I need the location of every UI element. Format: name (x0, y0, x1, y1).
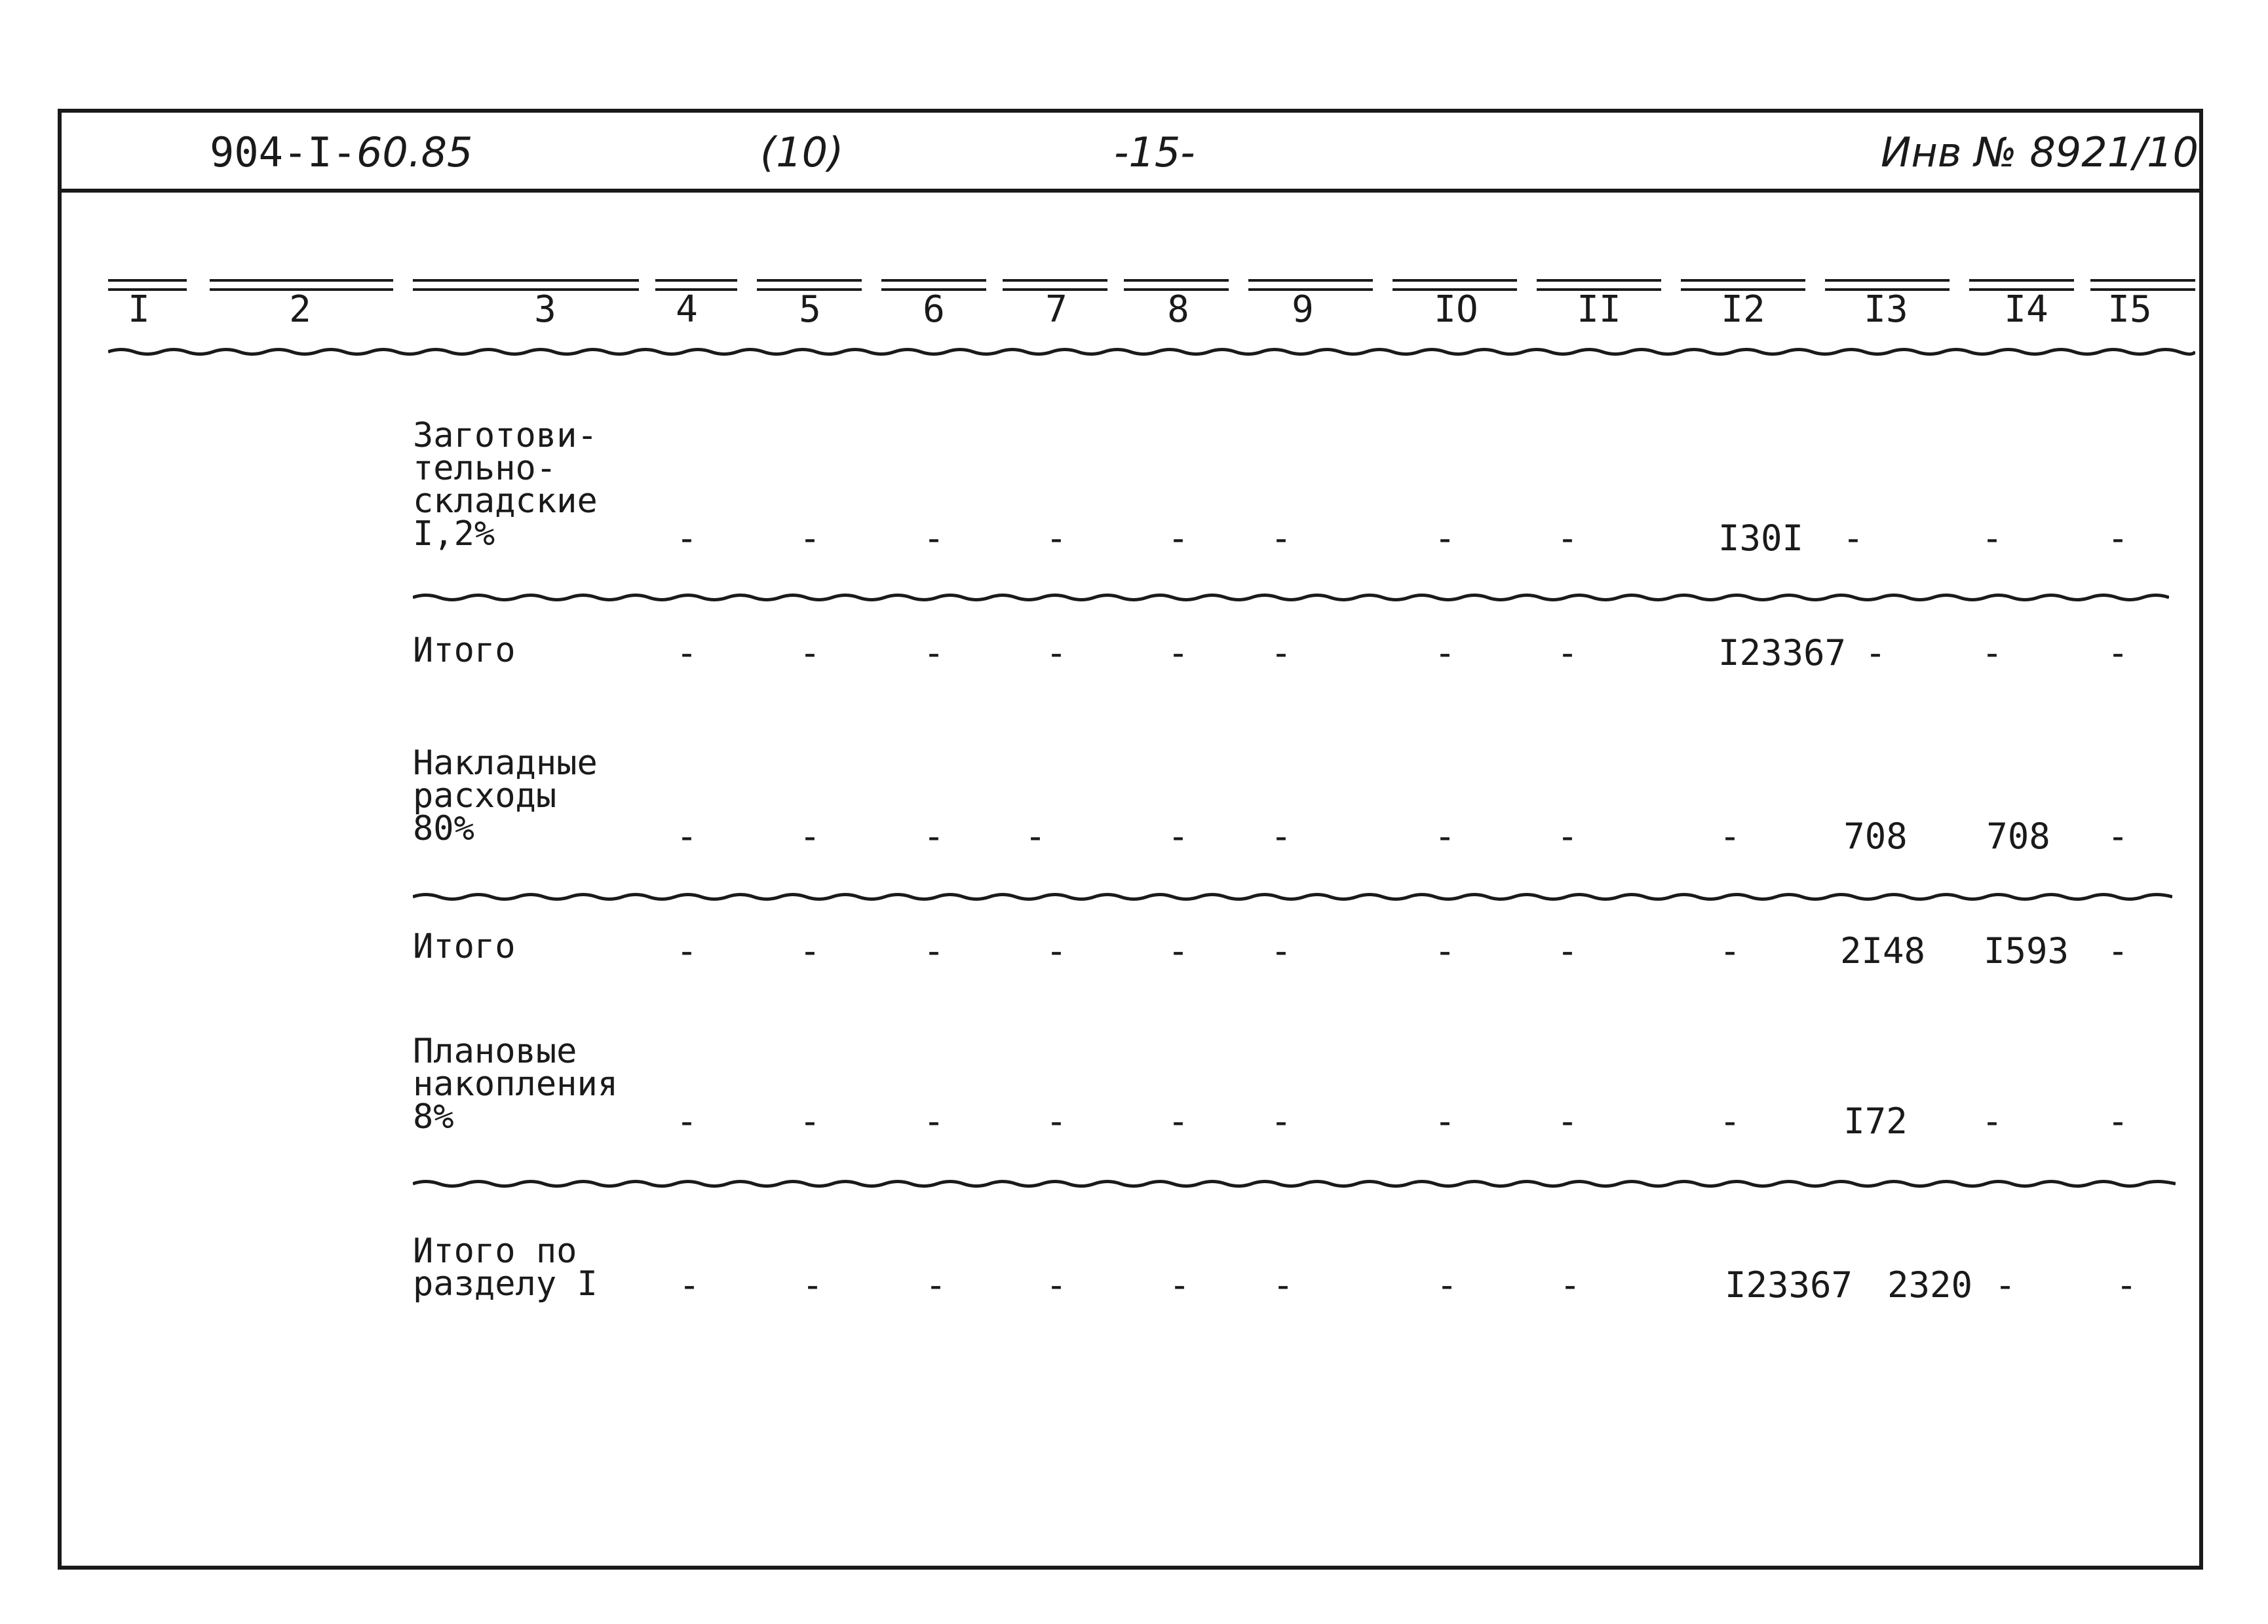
table-cell: - (2107, 632, 2129, 673)
table-cell: - (1719, 1101, 1741, 1142)
table-cell: - (1168, 1264, 1191, 1306)
table-cell: - (1167, 518, 1189, 559)
table-cell: - (1994, 1264, 2016, 1306)
table-cell: - (1167, 930, 1189, 972)
table-cell: - (1270, 1101, 1292, 1142)
column-header: I5 (2107, 288, 2152, 331)
table-cell: - (1556, 632, 1579, 673)
table-cell: - (923, 1101, 945, 1142)
table-cell: - (1434, 930, 1456, 972)
table-cell: - (676, 518, 698, 559)
table-cell: - (1556, 816, 1579, 857)
table-cell: - (1270, 816, 1292, 857)
document-number-handwritten: 60.85 (356, 128, 473, 176)
header-wavy-rule (108, 347, 2195, 356)
inventory-number: Инв № 8921/10 (1881, 128, 2199, 176)
table-cell: - (1167, 632, 1189, 673)
table-cell: - (1436, 1264, 1458, 1306)
table-cell: - (1045, 930, 1067, 972)
page-number: -15- (1114, 128, 1195, 176)
table-cell: - (1842, 518, 1864, 559)
row-separator (413, 1179, 2176, 1188)
table-cell: - (1045, 518, 1067, 559)
table-cell: - (1270, 518, 1292, 559)
table-cell: - (1272, 1264, 1294, 1306)
column-header: 5 (799, 288, 821, 331)
table-cell: - (2107, 930, 2129, 972)
row-separator (413, 892, 2172, 901)
document-number-printed: 904-I- (210, 128, 356, 176)
table-cell: - (1434, 1101, 1456, 1142)
table-cell: I593 (1983, 930, 2069, 972)
table-cell: - (1167, 816, 1189, 857)
header-divider (58, 189, 2203, 193)
column-header: I3 (1864, 288, 1908, 331)
table-cell: - (925, 1264, 947, 1306)
table-cell: - (923, 518, 945, 559)
row-separator (413, 593, 2169, 602)
table-cell: 2I48 (1839, 930, 1926, 972)
column-header: 2 (289, 288, 311, 331)
table-cell: - (1270, 632, 1292, 673)
table-cell: I23367 (1725, 1264, 1853, 1306)
table-cell: - (799, 632, 821, 673)
table-cell: - (799, 816, 821, 857)
table-cell: - (799, 1101, 821, 1142)
table-cell: - (676, 930, 698, 972)
table-cell: - (2115, 1264, 2138, 1306)
table-cell: - (1167, 1101, 1189, 1142)
column-header: 7 (1045, 288, 1067, 331)
table-cell: 708 (1986, 816, 2050, 857)
table-cell: - (1024, 816, 1047, 857)
table-cell: - (1270, 930, 1292, 972)
table-cell: - (1045, 1101, 1067, 1142)
table-cell: - (1556, 1101, 1579, 1142)
table-cell: I30I (1718, 518, 1804, 559)
table-cell: - (1556, 518, 1579, 559)
table-cell: - (678, 1264, 701, 1306)
table-cell: - (1556, 930, 1579, 972)
table-cell: - (799, 930, 821, 972)
row-label: Итого (413, 631, 516, 670)
table-cell: - (676, 632, 698, 673)
table-cell: I23367 (1718, 632, 1847, 673)
table-cell: - (1719, 930, 1741, 972)
column-header: 3 (534, 288, 556, 331)
column-header: 6 (923, 288, 945, 331)
column-header: 8 (1167, 288, 1189, 331)
table-cell: - (1045, 1264, 1067, 1306)
table-cell: - (676, 1101, 698, 1142)
table-cell: - (923, 816, 945, 857)
table-cell: - (923, 632, 945, 673)
table-cell: - (1434, 518, 1456, 559)
row-label: Итого (413, 927, 516, 966)
row-label: Накладные расходы 80% (413, 744, 598, 848)
table-cell: - (1434, 816, 1456, 857)
column-header: 4 (676, 288, 698, 331)
document-number (210, 128, 472, 176)
table-cell: - (1981, 1101, 2003, 1142)
column-header: I (128, 288, 150, 331)
column-header: 9 (1292, 288, 1314, 331)
column-header: II (1577, 288, 1621, 331)
table-cell: - (2107, 816, 2129, 857)
table-cell: - (801, 1264, 824, 1306)
table-cell: - (1434, 632, 1456, 673)
table-cell: I72 (1843, 1101, 1908, 1142)
table-cell: - (1719, 816, 1741, 857)
table-cell: 2320 (1887, 1264, 1973, 1306)
row-label: Итого по разделу I (413, 1232, 598, 1304)
table-cell: - (1045, 632, 1067, 673)
sheet-number: (10) (760, 128, 844, 176)
table-cell: - (923, 930, 945, 972)
row-label: Заготови- тельно- складские I,2% (413, 416, 598, 554)
header-double-rule (413, 279, 639, 291)
table-cell: - (2107, 518, 2129, 559)
column-header: I4 (2004, 288, 2048, 331)
table-cell: - (2107, 1101, 2129, 1142)
column-header: I2 (1721, 288, 1765, 331)
row-label: Плановые накопления 8% (413, 1032, 619, 1137)
table-cell: 708 (1843, 816, 1908, 857)
table-cell: - (1559, 1264, 1581, 1306)
table-cell: - (676, 816, 698, 857)
table-cell: - (1864, 632, 1887, 673)
table-cell: - (799, 518, 821, 559)
table-cell: - (1981, 632, 2003, 673)
column-header: IO (1434, 288, 1478, 331)
table-cell: - (1981, 518, 2003, 559)
